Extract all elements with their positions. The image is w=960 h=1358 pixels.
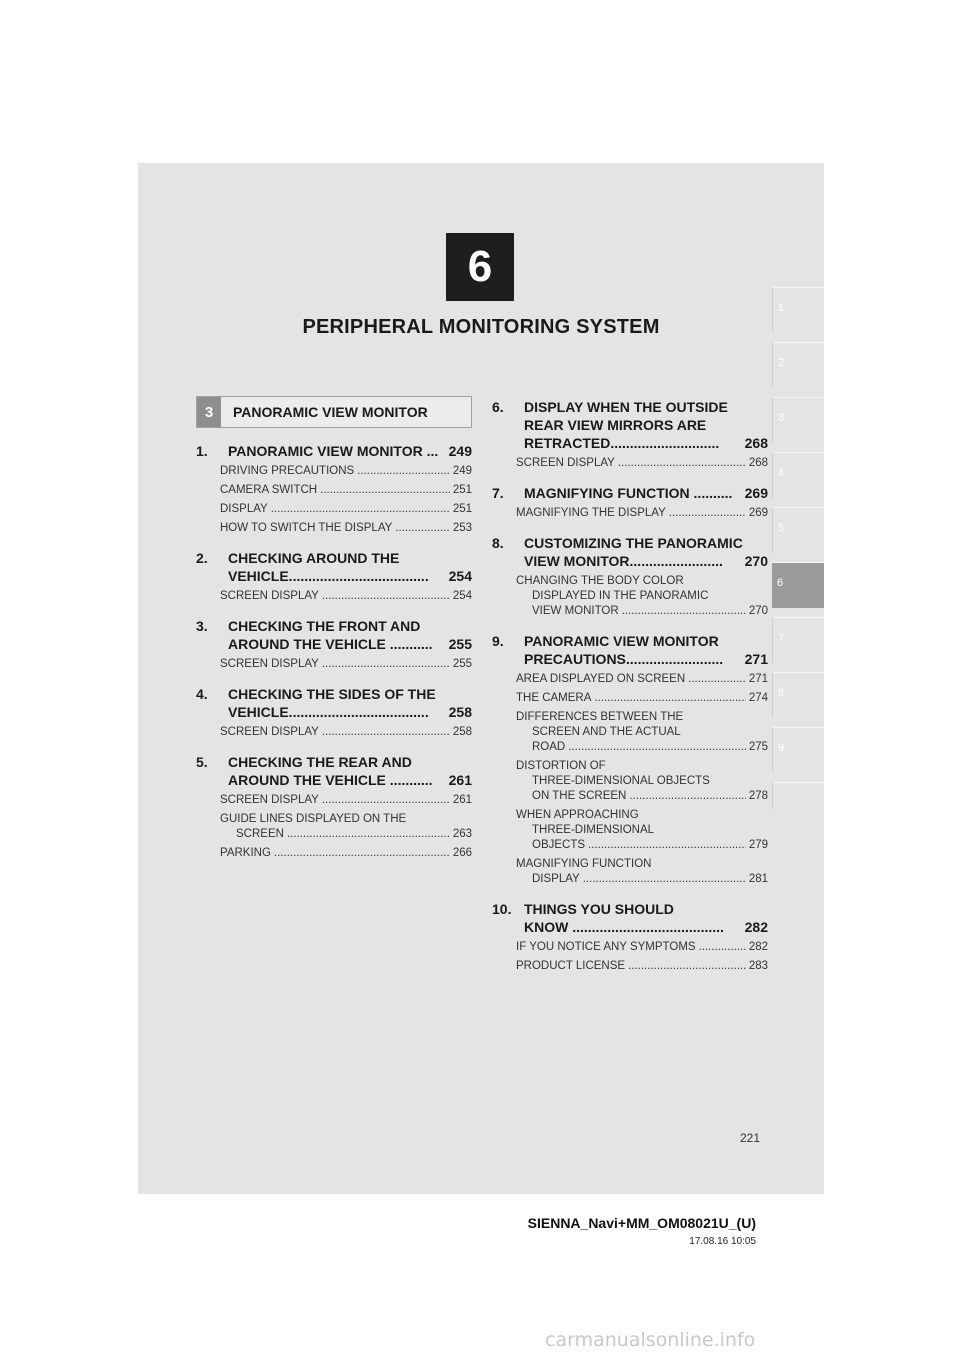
page-number: 221 <box>739 1131 760 1145</box>
topic-number: 4. <box>196 686 208 702</box>
chapter-tabs <box>772 287 824 818</box>
topic-page: 254 <box>448 568 472 584</box>
topic-title: CHECKING THE SIDES OF THE <box>228 686 436 702</box>
toc-topic[interactable] <box>492 484 768 502</box>
chapter-tab-5[interactable]: 5 <box>772 507 824 553</box>
subentry-label: THREE-DIMENSIONAL <box>532 824 655 836</box>
topic-title: PRECAUTIONS......................... <box>524 651 724 667</box>
toc-topic[interactable] <box>196 442 472 460</box>
toc-subentry[interactable] <box>516 672 768 687</box>
section-number: 3 <box>197 397 221 427</box>
toc-topic[interactable] <box>196 617 472 653</box>
toc-subentry[interactable] <box>516 710 768 755</box>
toc-subentry[interactable] <box>220 483 472 498</box>
topic-page: 269 <box>744 485 768 501</box>
subentry-label: SCREEN DISPLAY <box>220 794 319 806</box>
topic-title: PANORAMIC VIEW MONITOR ... <box>228 443 439 459</box>
chapter-tab-9[interactable]: 9 <box>772 727 824 773</box>
toc-topic[interactable] <box>492 398 768 452</box>
toc-subentry[interactable] <box>220 793 472 808</box>
chapter-title: PERIPHERAL MONITORING SYSTEM <box>302 316 660 338</box>
subentry-page: 278 <box>748 790 768 802</box>
subentry-label: AREA DISPLAYED ON SCREEN <box>516 673 686 685</box>
subentry-page: 279 <box>748 839 768 851</box>
subentry-label: PARKING <box>220 847 271 859</box>
subentry-page: 251 <box>452 503 472 515</box>
section-header <box>196 396 472 428</box>
subentry-label: SCREEN DISPLAY <box>220 590 319 602</box>
toc-subentry[interactable] <box>220 464 472 479</box>
toc-topic[interactable] <box>196 549 472 585</box>
topic-number: 10. <box>492 901 512 917</box>
subentry-page: 258 <box>452 726 472 738</box>
subentry-page: 283 <box>748 960 768 972</box>
topic-title: PANORAMIC VIEW MONITOR <box>524 633 719 649</box>
toc-subentry[interactable] <box>220 812 472 842</box>
subentry-page: 282 <box>748 941 768 953</box>
chapter-tab-1[interactable]: 1 <box>772 287 824 333</box>
toc-subentry[interactable] <box>220 502 472 517</box>
footer-stamp: 17.08.16 10:05 <box>689 1236 756 1247</box>
topic-number: 7. <box>492 485 504 501</box>
toc-subentry[interactable] <box>516 759 768 804</box>
subentry-label: HOW TO SWITCH THE DISPLAY <box>220 522 393 534</box>
subentry-label: WHEN APPROACHING <box>516 809 639 821</box>
subentry-label: PRODUCT LICENSE <box>516 960 626 972</box>
toc-subentry[interactable] <box>516 857 768 887</box>
subentry-label: IF YOU NOTICE ANY SYMPTOMS <box>516 941 696 953</box>
chapter-tab-2[interactable]: 2 <box>772 342 824 388</box>
subentry-page: 263 <box>452 828 472 840</box>
topic-number: 1. <box>196 443 208 459</box>
topic-page: 249 <box>448 443 472 459</box>
topic-title: MAGNIFYING FUNCTION .......... <box>524 485 733 501</box>
toc-subentry[interactable] <box>516 808 768 853</box>
subentry-page: 266 <box>452 847 472 859</box>
toc-topic[interactable] <box>196 753 472 789</box>
subentry-page: 269 <box>748 507 768 519</box>
subentry-page: 253 <box>452 522 472 534</box>
subentry-label: SCREEN <box>236 828 284 840</box>
chapter-tab-8[interactable]: 8 <box>772 672 824 718</box>
topic-title: AROUND THE VEHICLE ........... <box>228 636 433 652</box>
toc-subentry[interactable] <box>516 456 768 471</box>
toc-subentry[interactable] <box>220 725 472 740</box>
subentry-label: DISPLAY <box>532 873 580 885</box>
topic-title: THINGS YOU SHOULD <box>524 901 674 917</box>
subentry-page: 281 <box>748 873 768 885</box>
topic-page: 255 <box>448 636 472 652</box>
subentry-page: 274 <box>748 692 768 704</box>
subentry-label: DRIVING PRECAUTIONS <box>220 465 355 477</box>
topic-number: 8. <box>492 535 504 551</box>
topic-title: KNOW ....................................... <box>524 919 724 935</box>
topic-page: 268 <box>744 435 768 451</box>
topic-number: 5. <box>196 754 208 770</box>
toc-subentry[interactable] <box>220 657 472 672</box>
topic-number: 2. <box>196 550 208 566</box>
topic-title: CHECKING THE FRONT AND <box>228 618 421 634</box>
subentry-page: 271 <box>748 673 768 685</box>
topic-title: CUSTOMIZING THE PANORAMIC <box>524 535 743 551</box>
subentry-label: SCREEN DISPLAY <box>220 658 319 670</box>
topic-title: DISPLAY WHEN THE OUTSIDE <box>524 399 728 415</box>
subentry-label: DISPLAYED IN THE PANORAMIC <box>532 590 709 602</box>
topic-title: CHECKING THE REAR AND <box>228 754 412 770</box>
subentry-page: 268 <box>748 457 768 469</box>
chapter-tab-6[interactable]: 6 <box>772 562 824 608</box>
topic-number: 6. <box>492 399 504 415</box>
topic-title: CHECKING AROUND THE <box>228 550 400 566</box>
subentry-page: 261 <box>452 794 472 806</box>
topic-number: 9. <box>492 633 504 649</box>
subentry-label: DIFFERENCES BETWEEN THE <box>516 711 684 723</box>
topic-title: VIEW MONITOR........................ <box>524 553 723 569</box>
section-title: PANORAMIC VIEW MONITOR <box>233 404 428 420</box>
toc-subentry[interactable] <box>220 846 472 861</box>
subentry-label: GUIDE LINES DISPLAYED ON THE <box>220 813 407 825</box>
subentry-label: THREE-DIMENSIONAL OBJECTS <box>532 775 710 787</box>
topic-page: 282 <box>744 919 768 935</box>
subentry-label: SCREEN AND THE ACTUAL <box>532 726 681 738</box>
topic-title: VEHICLE.................................... <box>228 704 429 720</box>
subentry-label: DISTORTION OF <box>516 760 606 772</box>
footer-code: SIENNA_Navi+MM_OM08021U_(U) <box>527 1215 756 1231</box>
subentry-label: THE CAMERA <box>516 692 592 704</box>
subentry-label: VIEW MONITOR <box>532 605 619 617</box>
topic-page: 271 <box>744 651 768 667</box>
subentry-label: MAGNIFYING FUNCTION <box>516 858 652 870</box>
topic-page: 270 <box>744 553 768 569</box>
topic-title: AROUND THE VEHICLE ........... <box>228 772 433 788</box>
toc-right-column <box>492 398 768 974</box>
toc-subentry[interactable] <box>516 506 768 521</box>
subentry-page: 270 <box>748 605 768 617</box>
topic-title: RETRACTED............................ <box>524 435 720 451</box>
subentry-page: 251 <box>452 484 472 496</box>
topic-number: 3. <box>196 618 208 634</box>
subentry-label: SCREEN DISPLAY <box>220 726 319 738</box>
toc-topic[interactable] <box>492 900 768 936</box>
toc-subentry[interactable] <box>516 959 768 974</box>
toc-subentry[interactable] <box>516 691 768 706</box>
chapter-tab-blank[interactable] <box>772 782 824 809</box>
toc-subentry[interactable] <box>516 940 768 955</box>
subentry-label: ROAD <box>532 741 566 753</box>
toc-topic[interactable] <box>492 632 768 668</box>
chapter-tab-3[interactable]: 3 <box>772 397 824 443</box>
toc-left-column <box>196 396 472 861</box>
chapter-tab-4[interactable]: 4 <box>772 452 824 498</box>
topic-title: VEHICLE.................................... <box>228 568 429 584</box>
chapter-tab-7[interactable]: 7 <box>772 617 824 663</box>
subentry-label: OBJECTS <box>532 839 586 851</box>
topic-title: REAR VIEW MIRRORS ARE <box>524 417 707 433</box>
subentry-page: 249 <box>452 465 472 477</box>
subentry-page: 255 <box>452 658 472 670</box>
watermark: carmanualsonline.info <box>545 1329 756 1351</box>
toc-subentry[interactable] <box>220 521 472 536</box>
subentry-label: ON THE SCREEN <box>532 790 627 802</box>
toc-subentry[interactable] <box>220 589 472 604</box>
subentry-label: MAGNIFYING THE DISPLAY <box>516 507 666 519</box>
toc-topic[interactable] <box>196 685 472 721</box>
subentry-label: SCREEN DISPLAY <box>516 457 615 469</box>
subentry-label: DISPLAY <box>220 503 268 515</box>
topic-page: 258 <box>448 704 472 720</box>
subentry-label: CHANGING THE BODY COLOR <box>516 575 684 587</box>
subentry-page: 275 <box>748 741 768 753</box>
subentry-page: 254 <box>452 590 472 602</box>
topic-page: 261 <box>448 772 472 788</box>
toc-subentry[interactable] <box>516 574 768 619</box>
toc-topic[interactable] <box>492 534 768 570</box>
chapter-number-box: 6 <box>446 233 514 301</box>
subentry-label: CAMERA SWITCH <box>220 484 318 496</box>
